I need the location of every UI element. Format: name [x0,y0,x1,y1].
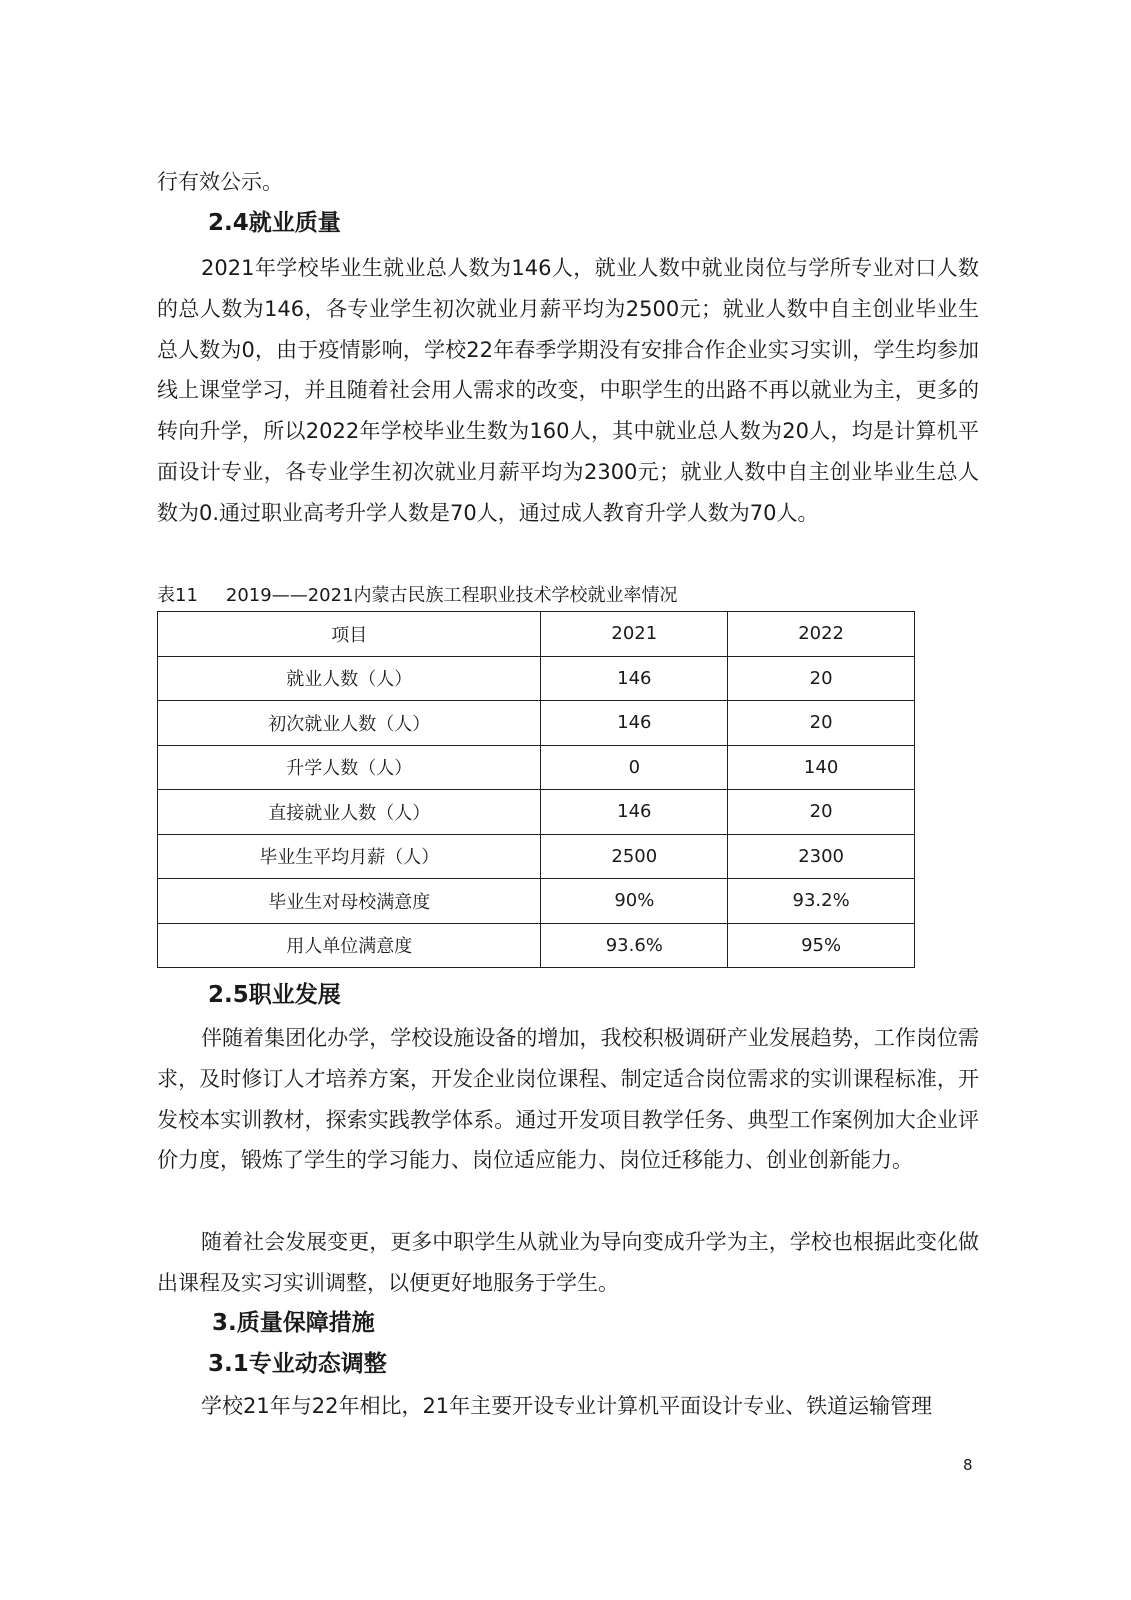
table-header-2022: 2022 [728,612,915,657]
table-caption-title: 2019——2021内蒙古民族工程职业技术学校就业率情况 [225,585,678,606]
table-header-item: 项目 [158,612,541,657]
table-cell-2021: 90% [541,879,728,924]
table-cell-label: 直接就业人数（人） [158,790,541,835]
table-row [158,701,915,746]
table-cell-2021: 93.6% [541,923,728,968]
table-cell-label: 毕业生平均月薪（人） [158,834,541,879]
table-cell-2022: 93.2% [728,879,915,924]
table-row [158,879,915,924]
table-cell-2021: 2500 [541,834,728,879]
heading-quality-assurance: 3.质量保障措施 [212,1310,375,1336]
table-row [158,745,915,790]
table-row [158,790,915,835]
table-cell-2022: 95% [728,923,915,968]
paragraph-dynamic-adjustment: 学校21年与22年相比，21年主要开设专业计算机平面设计专业、铁道运输管理 [201,1394,933,1418]
table-cell-2021: 146 [541,701,728,746]
heading-career-development: 2.5职业发展 [208,982,341,1008]
table-row [158,834,915,879]
table-cell-label: 用人单位满意度 [158,923,541,968]
table-cell-2021: 146 [541,656,728,701]
table-row [158,656,915,701]
heading-employment-quality: 2.4就业质量 [208,210,341,236]
table-cell-2022: 2300 [728,834,915,879]
table-cell-2021: 146 [541,790,728,835]
paragraph-career-1: 伴随着集团化办学，学校设施设备的增加，我校积极调研产业发展趋势，工作岗位需求，及时修订人才培养方案，开发企业岗位课程、制定适合岗位需求的实训课程标准，开发校本实训教材，探索实践教学体系。通过开发项目教学任务、典型工作案例加大企业评价力度，锻炼了学生的学习能力、岗位适应能力、岗位迁移能力、创业创新能力。 [157,1026,979,1173]
table-cell-2022: 20 [728,790,915,835]
table-cell-label: 就业人数（人） [158,656,541,701]
employment-table [157,611,915,968]
paragraph-employment: 2021年学校毕业生就业总人数为146人，就业人数中就业岗位与学所专业对口人数的总人数为146，各专业学生初次就业月薪平均为2500元；就业人数中自主创业毕业生总人数为0，由于疫情影响，学校22年春季学期没有安排合作企业实习实训，学生均参加线上课堂学习，并且随着社会用人需求的改变，中职学生的出路不再以就业为主，更多的转向升学，所以2022年学校毕业生数为160人，其中就业总人数为20人，均是计算机平面设计专业，各专业学生初次就业月薪平均为2300元；就业人数中自主创业毕业生总人数为0.通过职业高考升学人数是70人，通过成人教育升学人数为70人。 [157,256,979,525]
heading-dynamic-adjustment: 3.1专业动态调整 [208,1351,387,1377]
table-row [158,923,915,968]
paragraph-intro-tail: 行有效公示。 [157,170,283,194]
table-header-2021: 2021 [541,612,728,657]
table-cell-label: 升学人数（人） [158,745,541,790]
table-header-row [158,612,915,657]
table-cell-2022: 140 [728,745,915,790]
table-cell-label: 初次就业人数（人） [158,701,541,746]
table-cell-2022: 20 [728,701,915,746]
table-caption [157,583,678,609]
table-cell-2021: 0 [541,745,728,790]
table-cell-2022: 20 [728,656,915,701]
paragraph-career-2: 随着社会发展变更，更多中职学生从就业为导向变成升学为主，学校也根据此变化做出课程及实习实训调整，以便更好地服务于学生。 [157,1230,979,1295]
page-number: 8 [963,1456,973,1474]
table-caption-number: 表11 [157,585,198,606]
table-cell-label: 毕业生对母校满意度 [158,879,541,924]
